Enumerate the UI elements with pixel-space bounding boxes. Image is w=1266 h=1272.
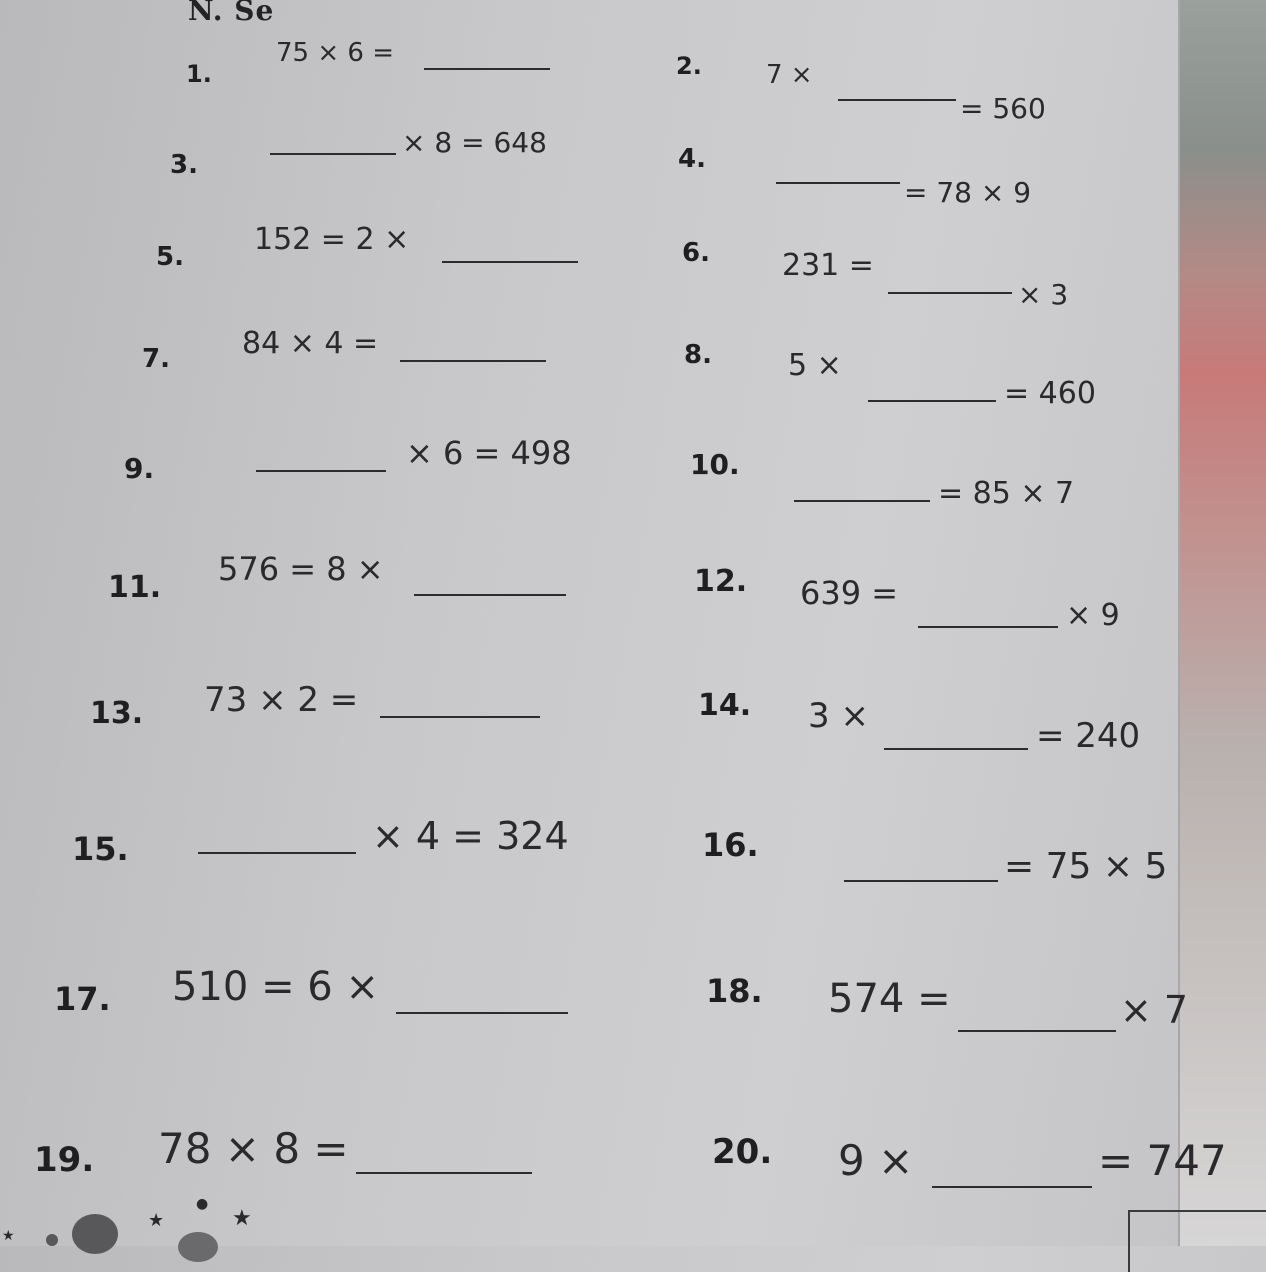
- problem-5-left: 152 = 2 ×: [254, 222, 410, 257]
- problem-2-blank[interactable]: [838, 99, 956, 101]
- problem-12-right: × 9: [1066, 598, 1120, 633]
- problem-8-left: 5 ×: [788, 348, 842, 383]
- problem-17-left: 510 = 6 ×: [172, 964, 379, 1010]
- problem-14-blank[interactable]: [884, 748, 1028, 750]
- problem-1-number: 1.: [186, 60, 212, 88]
- problem-10-right: = 85 × 7: [938, 476, 1075, 511]
- problem-18-left: 574 =: [828, 976, 951, 1022]
- header-fragment: N. Se: [188, 0, 275, 27]
- problem-8-number: 8.: [684, 340, 712, 370]
- problem-4-blank[interactable]: [776, 182, 900, 184]
- planet-illustration: [178, 1232, 218, 1262]
- problem-16-number: 16.: [702, 826, 759, 864]
- problem-10-number: 10.: [690, 448, 740, 481]
- star-icon: ★: [232, 1206, 252, 1231]
- problem-1-blank[interactable]: [424, 68, 550, 70]
- problem-18-right: × 7: [1120, 988, 1189, 1032]
- problem-13-blank[interactable]: [380, 716, 540, 718]
- problem-17-blank[interactable]: [396, 1012, 568, 1014]
- problem-5-blank[interactable]: [442, 261, 578, 263]
- problem-17-number: 17.: [54, 980, 111, 1018]
- problem-16-blank[interactable]: [844, 880, 998, 882]
- problem-6-blank[interactable]: [888, 292, 1012, 294]
- problem-6-number: 6.: [682, 238, 710, 268]
- problem-12-blank[interactable]: [918, 626, 1058, 628]
- problem-4-right: = 78 × 9: [904, 176, 1032, 209]
- problem-7-number: 7.: [142, 344, 170, 374]
- problem-14-number: 14.: [698, 688, 752, 723]
- problem-18-number: 18.: [706, 972, 763, 1010]
- problem-8-right: = 460: [1004, 376, 1096, 411]
- problem-19-number: 19.: [34, 1140, 95, 1180]
- problem-7-left: 84 × 4 =: [242, 326, 379, 361]
- answer-box-corner: [1128, 1210, 1266, 1272]
- problem-20-blank[interactable]: [932, 1186, 1092, 1188]
- problem-11-left: 576 = 8 ×: [218, 550, 384, 588]
- problem-12-number: 12.: [694, 564, 748, 599]
- page-edge-background: [1178, 0, 1266, 1246]
- problem-15-number: 15.: [72, 830, 129, 868]
- problem-6-left: 231 =: [782, 248, 874, 283]
- problem-3-number: 3.: [170, 150, 198, 180]
- star-icon: ★: [2, 1228, 15, 1244]
- problem-20-right: = 747: [1098, 1136, 1227, 1185]
- problem-6-right: × 3: [1018, 278, 1069, 311]
- star-icon: ★: [148, 1210, 165, 1231]
- problem-2-left: 7 ×: [766, 60, 813, 90]
- problem-16-right: = 75 × 5: [1004, 846, 1168, 887]
- problem-2-right: = 560: [960, 92, 1046, 125]
- problem-18-blank[interactable]: [958, 1030, 1116, 1032]
- problem-3-blank[interactable]: [270, 153, 396, 155]
- problem-12-left: 639 =: [800, 574, 899, 612]
- problem-5-number: 5.: [156, 242, 184, 272]
- problem-9-blank[interactable]: [256, 470, 386, 472]
- problem-19-left: 78 × 8 =: [158, 1124, 349, 1173]
- problem-1-left: 75 × 6 =: [276, 38, 394, 68]
- problem-14-left: 3 ×: [808, 696, 869, 736]
- planet-illustration: [72, 1214, 118, 1254]
- problem-11-number: 11.: [108, 570, 162, 605]
- problem-19-blank[interactable]: [356, 1172, 532, 1174]
- problem-3-right: × 8 = 648: [402, 126, 547, 159]
- problem-8-blank[interactable]: [868, 400, 996, 402]
- problem-13-left: 73 × 2 =: [204, 680, 359, 720]
- problem-15-right: × 4 = 324: [372, 814, 569, 858]
- problem-7-blank[interactable]: [400, 360, 546, 362]
- problem-15-blank[interactable]: [198, 852, 356, 854]
- problem-14-right: = 240: [1036, 716, 1141, 756]
- dot-icon: [46, 1234, 58, 1246]
- problem-9-number: 9.: [124, 452, 155, 485]
- problem-4-number: 4.: [678, 144, 706, 174]
- problem-20-left: 9 ×: [838, 1136, 914, 1185]
- problem-20-number: 20.: [712, 1132, 773, 1172]
- problem-10-blank[interactable]: [794, 500, 930, 502]
- problem-2-number: 2.: [676, 52, 702, 80]
- dot-icon: ●: [196, 1196, 209, 1212]
- problem-11-blank[interactable]: [414, 594, 566, 596]
- problem-9-right: × 6 = 498: [406, 434, 572, 472]
- problem-13-number: 13.: [90, 696, 144, 731]
